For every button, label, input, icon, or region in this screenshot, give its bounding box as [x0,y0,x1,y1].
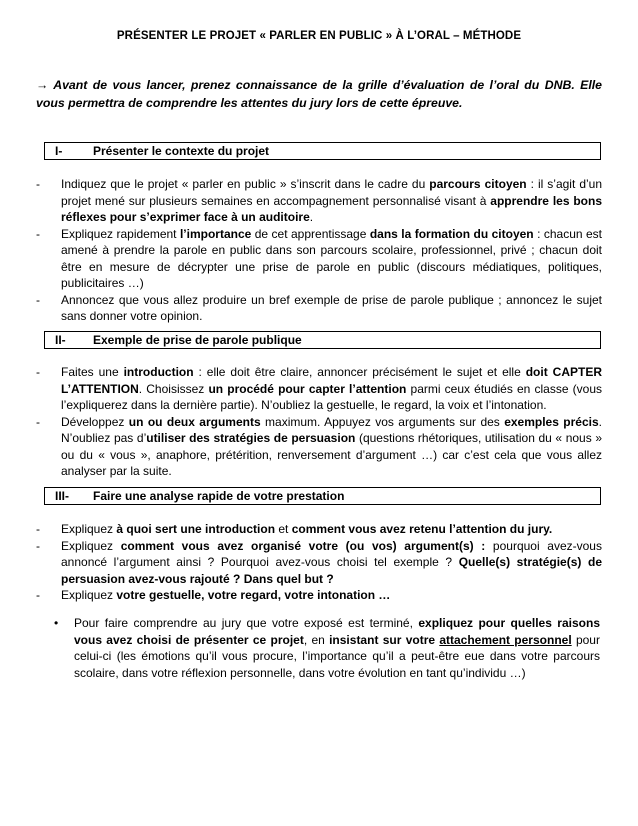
section-number: III- [55,489,69,503]
page-title: PRÉSENTER LE PROJET « PARLER EN PUBLIC » À L’ORAL – MÉTHODE [116,30,522,42]
list-item: - Expliquez rapidement l’importance de cet apprentissage dans la formation du citoyen : chacun est amené à prendre la parole en public dans son parcours scolaire, professionnel, privé ; chacun doit être en mesure de décrypter une prise de parole en public (discours médiatiques, politiques, publicitaires …) [36,226,602,290]
section-heading-2 [44,331,601,349]
conclusion-list [54,615,600,681]
list-item: - Faites une introduction : elle doit être claire, annoncer précisément le sujet et elle doit CAPTER L’ATTENTION. Choisissez un procédé pour capter l’attention parmi ceux étudiés en classe (vous l’expliquerez dans la dernière partie). N’oubliez la gestuelle, le regard, la voix et l’intonation. [36,365,603,412]
list-item: - Expliquez votre gestuelle, votre regard, votre intonation … [36,588,391,602]
list-item: - Annoncez que vous allez produire un bref exemple de prise de parole publique ; annoncez le sujet sans donner votre opinion. [36,292,602,323]
dash-marker: - [36,177,40,191]
list-item: - Expliquez comment vous avez organisé votre (ou vos) argument(s) : pourquoi avez-vous annoncé l’argument ainsi ? Pourquoi avez-vous choisi tel exemple ? Quelle(s) stratégie(s) de persuasion avez-vous rajouté ? Dans quel but ? [36,538,602,586]
dash-marker: - [36,365,40,379]
section-3-list [36,521,602,604]
list-item: - Expliquez à quoi sert une introduction et comment vous avez retenu l’attention du jury. [36,522,553,536]
section-label: Présenter le contexte du projet [93,144,270,158]
dash-marker: - [36,414,40,429]
dash-marker: - [36,522,40,536]
section-heading-1 [44,142,601,160]
section-label: Faire une analyse rapide de votre prestation [93,489,345,503]
bullet-marker: • [54,616,59,630]
section-label: Exemple de prise de parole publique [93,333,302,347]
dash-marker: - [36,292,40,307]
list-item: • Pour faire comprendre au jury que votre exposé est terminé, expliquez pour quelles raisons vous avez choisi de présenter ce projet, en insistant sur votre attachement personnel pour celui-ci (les émotions qu’il vous procure, l’importance qu’il a peut-être eue dans votre parcours scolaire, dans votre réflexion personnelle, dans votre évolution en tant qu’individu …) [54,616,600,680]
section-number: I- [55,144,63,158]
section-heading-3 [44,487,601,505]
intro-paragraph: → Avant de vous lancer, prenez connaissance de la grille d’évaluation de l’oral du DNB. Elle vous permettra de comprendre les attentes du jury lors de cette épreuve. [36,78,602,110]
section-2-list [36,364,602,480]
dash-marker: - [36,538,40,553]
section-number: II- [55,333,66,347]
list-item: - Indiquez que le projet « parler en public » s’inscrit dans le cadre du parcours citoyen : il s’agit d’un projet mené sur plusieurs semaines en accompagnement personnalisé visant à apprendre les bons réflexes pour s’exprimer face à un auditoire. [36,177,603,224]
section-1-list [36,176,602,325]
dash-marker: - [36,588,40,602]
dash-marker: - [36,226,40,241]
list-item: - Développez un ou deux arguments maximum. Appuyez vos arguments sur des exemples précis. N’oubliez pas d’utiliser des stratégies de persuasion (questions rhétoriques, utilisation du « nous » ou du « vous », anaphore, prétérition, renversement d’argument …) car c’est cela que vous allez analyser par la suite. [36,414,602,478]
